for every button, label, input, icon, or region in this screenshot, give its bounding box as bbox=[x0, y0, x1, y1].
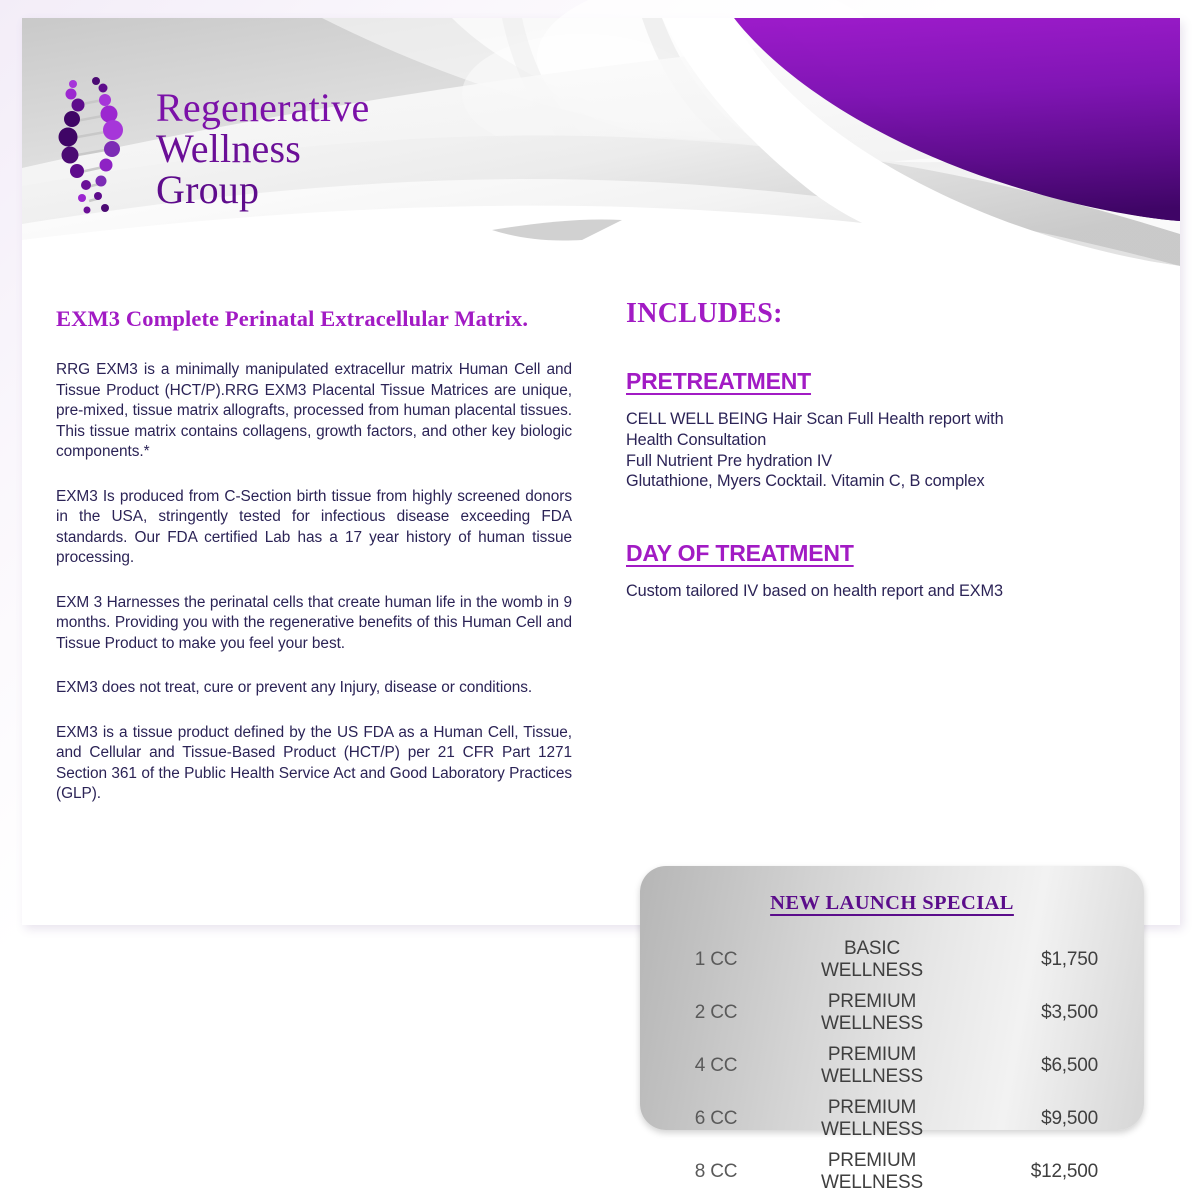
pretreatment-heading: PRETREATMENT bbox=[626, 368, 812, 394]
day-of-treatment-heading: DAY OF TREATMENT bbox=[626, 540, 854, 567]
table-row bbox=[640, 986, 1144, 1039]
content-area bbox=[22, 266, 1180, 1193]
table-row bbox=[640, 1145, 1144, 1198]
list-item: Glutathione, Myers Cocktail. Vitamin C, B complex bbox=[626, 472, 985, 491]
brand-line-2: Wellness bbox=[156, 125, 302, 171]
pricing-cc: 2 CC bbox=[694, 1001, 738, 1023]
dna-helix-icon bbox=[56, 74, 142, 224]
paragraph-sourcing: EXM3 Is produced from C-Section birth tissue from highly screened donors in the USA, stringently tested for infectious disease exceeding FDA standards. Our FDA certified Lab has a 17 year history of human tissue processing. bbox=[56, 487, 572, 566]
pricing-panel-title-text: NEW LAUNCH SPECIAL bbox=[770, 892, 1014, 914]
pricing-tier: PREMIUM WELLNESS bbox=[821, 1149, 923, 1193]
table-row bbox=[640, 1039, 1144, 1092]
pricing-price: $6,500 bbox=[1041, 1054, 1098, 1076]
pricing-tier: PREMIUM WELLNESS bbox=[821, 1096, 923, 1140]
list-item: CELL WELL BEING Hair Scan Full Health report with bbox=[626, 410, 1004, 428]
pricing-price: $3,500 bbox=[1041, 1001, 1098, 1023]
pricing-cc: 4 CC bbox=[694, 1054, 738, 1076]
pricing-table bbox=[640, 933, 1144, 1198]
paragraph-benefits: EXM 3 Harnesses the perinatal cells that create human life in the womb in 9 months. Providing you with the regenerative benefits of this Human Cell and Tissue Product to make you feel your best. bbox=[56, 593, 572, 652]
pricing-price: $1,750 bbox=[1041, 948, 1098, 970]
pricing-tier: PREMIUM WELLNESS bbox=[821, 1043, 923, 1087]
paragraph-regulatory: EXM3 is a tissue product defined by the US FDA as a Human Cell, Tissue, and Cellular and Tissue-Based Product (HCT/P) per 21 CFR Part 1271 Section 361 of the Public Health Service Act and Good Laboratory Practices (GLP). bbox=[56, 723, 572, 802]
pricing-price: $9,500 bbox=[1041, 1107, 1098, 1129]
table-row bbox=[640, 933, 1144, 986]
list-item: Full Nutrient Pre hydration IV bbox=[626, 451, 833, 470]
pricing-price: $12,500 bbox=[1030, 1160, 1098, 1182]
left-column bbox=[56, 306, 572, 805]
pricing-cc: 8 CC bbox=[694, 1160, 738, 1182]
pricing-tier: PREMIUM WELLNESS bbox=[821, 990, 923, 1034]
brand-name bbox=[156, 84, 370, 213]
pricing-tier: BASIC WELLNESS bbox=[821, 937, 923, 981]
left-column-heading: EXM3 Complete Perinatal Extracellular Matrix. bbox=[56, 306, 529, 331]
brand-line-3: Group bbox=[156, 167, 260, 213]
pricing-cc: 1 CC bbox=[694, 948, 738, 970]
header-banner bbox=[22, 18, 1180, 266]
paragraph-disclaimer: EXM3 does not treat, cure or prevent any Injury, disease or conditions. bbox=[56, 679, 533, 696]
pretreatment-list bbox=[626, 409, 1126, 492]
pricing-cc: 6 CC bbox=[694, 1107, 738, 1129]
brand-logo bbox=[56, 66, 476, 231]
includes-heading: INCLUDES: bbox=[626, 298, 783, 329]
pricing-panel bbox=[640, 866, 1144, 1193]
brochure-sheet bbox=[22, 18, 1180, 1193]
brand-line-1: Regenerative bbox=[156, 84, 370, 130]
paragraph-product-description: RRG EXM3 is a minimally manipulated extracellur matrix Human Cell and Tissue Product (HCT/P).RRG EXM3 Placental Tissue Matrices are unique, pre-mixed, tissue matrix allografts, processed from human placental tissues. This tissue matrix contains collagens, growth factors, and other key biologic components.* bbox=[56, 361, 572, 460]
table-row bbox=[640, 1092, 1144, 1145]
pricing-panel-title bbox=[640, 892, 1144, 915]
day-of-treatment-text: Custom tailored IV based on health report and EXM3 bbox=[626, 582, 1003, 601]
list-item: Health Consultation bbox=[626, 430, 767, 449]
right-column bbox=[626, 298, 1126, 602]
